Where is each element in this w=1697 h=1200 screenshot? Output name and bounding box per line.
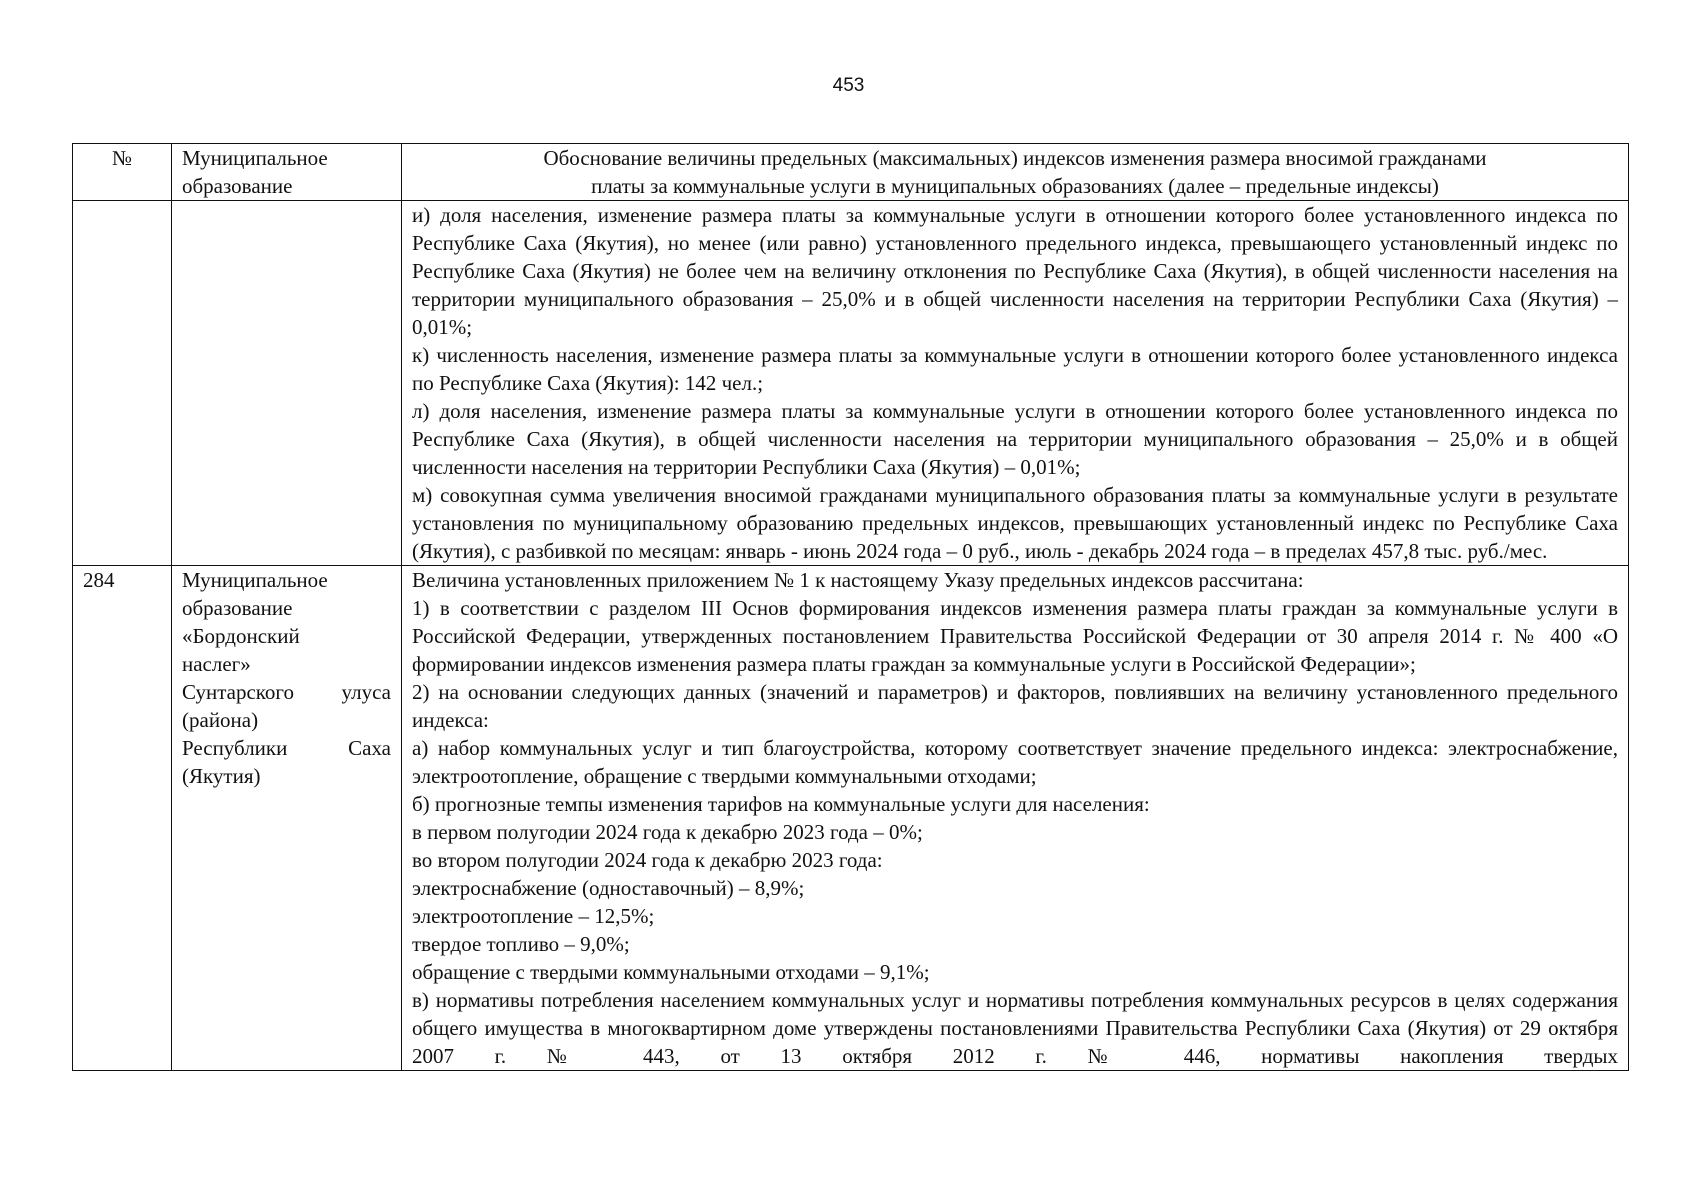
table-row xyxy=(73,201,1629,566)
row-number: 284 xyxy=(73,566,172,1071)
paragraph: а) набор коммунальных услуг и тип благоустройства, которому соответствует значение предельного индекса: электроснабжение, электроотопление, обращение с твердыми коммунальными отходами; xyxy=(412,736,1618,788)
header-number: № xyxy=(73,144,172,201)
indices-table xyxy=(72,143,1629,1071)
paragraph: к) численность населения, изменение размера платы за коммунальные услуги в отношении которого более установленного индекса по Республике Саха (Якутия): 142 чел.; xyxy=(412,343,1618,395)
paragraph: 2) на основании следующих данных (значений и параметров) и факторов, повлиявших на величину установленного предельного индекса: xyxy=(412,680,1618,732)
municipality-line: образование xyxy=(182,596,293,620)
header-justification-line: Обоснование величины предельных (максимальных) индексов изменения размера вносимой гражданами xyxy=(543,146,1487,170)
paragraph: в первом полугодии 2024 года к декабрю 2023 года – 0%; xyxy=(412,820,923,844)
paragraph: в) нормативы потребления населением коммунальных услуг и нормативы потребления коммунальных ресурсов в целях содержания общего имущества в многоквартирном доме утверждены постановлениями Правительства Республики Саха (Якутия) от 29 октября 2007 г. № 443, от 13 октября 2012 г. № 446, нормативы накопления твердых xyxy=(412,988,1618,1068)
paragraph: и) доля населения, изменение размера платы за коммунальные услуги в отношении которого более установленного индекса по Республике Саха (Якутия), но менее (или равно) установленного предельного индекса, превышающего установленный индекс по Республике Саха (Якутия) не более чем на величину отклонения по Республике Саха (Якутия), в общей численности населения на территории муниципального образования – 25,0% и в общей численности населения на территории Республики Саха (Якутия) – 0,01%; xyxy=(412,203,1618,339)
municipality-line: Муниципальное xyxy=(182,568,328,592)
paragraph: во втором полугодии 2024 года к декабрю 2023 года: xyxy=(412,848,883,872)
municipality-line: «Бордонский xyxy=(182,624,300,648)
paragraph: электроснабжение (одноставочный) – 8,9%; xyxy=(412,876,805,900)
paragraph: твердое топливо – 9,0%; xyxy=(412,932,630,956)
header-municipality-line: образование xyxy=(182,174,293,198)
paragraph: м) совокупная сумма увеличения вносимой гражданами муниципального образования платы за коммунальные услуги в результате установления по муниципальному образованию предельных индексов, превышающих установленный индекс по Республике Саха (Якутия), с разбивкой по месяцам: январь - июнь 2024 года – 0 руб., июль - декабрь 2024 года – в пределах 457,8 тыс. руб./мес. xyxy=(412,483,1618,563)
municipality-line: (Якутия) xyxy=(182,764,261,788)
header-justification-line: платы за коммунальные услуги в муниципальных образованиях (далее – предельные индексы) xyxy=(591,174,1439,198)
row-number-empty xyxy=(73,201,172,566)
municipality-line: наслег» xyxy=(182,652,251,676)
paragraph: б) прогнозные темпы изменения тарифов на коммунальные услуги для населения: xyxy=(412,792,1150,816)
municipality-line: Сунтарского улуса xyxy=(182,680,391,704)
header-municipality xyxy=(172,144,402,201)
paragraph: л) доля населения, изменение размера платы за коммунальные услуги в отношении которого более установленного индекса по Республике Саха (Якутия), в общей численности населения на территории муниципального образования – 25,0% и в общей численности населения на территории Республики Саха (Якутия) – 0,01%; xyxy=(412,399,1618,479)
paragraph: обращение с твердыми коммунальными отходами – 9,1%; xyxy=(412,960,930,984)
header-municipality-line: Муниципальное xyxy=(182,146,328,170)
paragraph: электроотопление – 12,5%; xyxy=(412,904,655,928)
municipality-line: Республики Саха xyxy=(182,736,391,760)
row-justification xyxy=(402,201,1629,566)
row-municipality xyxy=(172,566,402,1071)
page-number: 453 xyxy=(832,75,865,96)
municipality-line: (района) xyxy=(182,708,259,732)
paragraph: Величина установленных приложением № 1 к настоящему Указу предельных индексов рассчитана: xyxy=(412,568,1304,592)
row-municipality-empty xyxy=(172,201,402,566)
paragraph: 1) в соответствии с разделом III Основ формирования индексов изменения размера платы граждан за коммунальные услуги в Российской Федерации, утвержденных постановлением Правительства Российской Федерации от 30 апреля 2014 г. № 400 «О формировании индексов изменения размера платы граждан за коммунальные услуги в Российской Федерации»; xyxy=(412,596,1618,676)
header-justification xyxy=(402,144,1629,201)
row-justification xyxy=(402,566,1629,1071)
table-row xyxy=(73,566,1629,1071)
table-header-row xyxy=(73,144,1629,201)
